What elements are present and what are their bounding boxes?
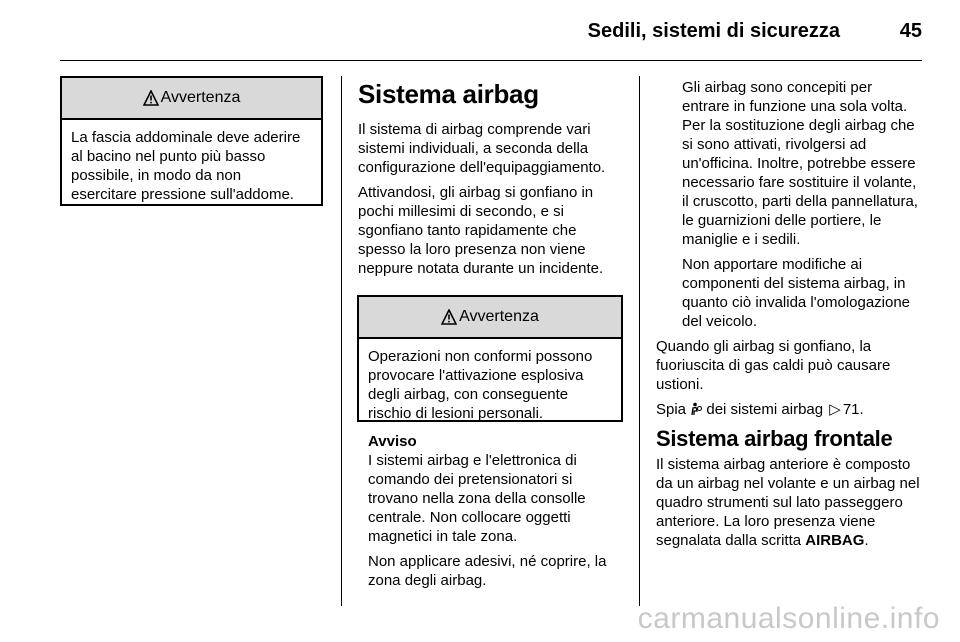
page-header [60,18,922,46]
paragraph-warning-light [656,400,922,419]
section-title: Sedili, sistemi di sicurezza [587,20,840,42]
paragraph-frontale [656,455,922,550]
heading-sistema-airbag: Sistema airbag [358,79,539,109]
spia-prefix: Spia [656,401,687,418]
notice-title: Avviso [368,433,417,450]
warning-text: La fascia addominale deve aderire al bacino nel punto più basso possibile, in modo da non esercitare pressione sull'addome. [71,129,301,203]
frontale-end: . [864,532,869,549]
reference-arrow-icon[interactable]: ▷ [829,401,841,418]
heading-frontale: Sistema airbag frontale [656,426,893,451]
paragraph-single-use: Gli airbag sono concepiti per entrare in funzione una sola volta. Per la sostituzione degli airbag che si sono attivati, rivolgersi ad un'officina. Inoltre, potrebbe essere necessario fare sostituire il volante, il cruscotto, parti della pannellatura, le guarnizioni delle portiere, le maniglie e i sedili. [682,79,918,248]
warning-title: Avvertenza [160,89,241,106]
paragraph-no-modifications: Non apportare modifiche ai componenti del sistema airbag, in quanto ciò invalida l'omologazione del veicolo. [682,256,911,330]
warning-box-seatbelt [60,76,323,206]
warning-triangle-icon [143,90,159,106]
watermark: carmanualsonline.info [637,602,940,635]
airbag-person-icon [690,402,702,416]
notice-block [368,432,626,596]
spia-page-link[interactable]: 71. [842,401,864,418]
warning-text: Operazioni non conformi possono provocare l'attivazione esplosiva degli airbag, con conseguente rischio di lesioni personali. [368,348,593,422]
paragraph-airbag-intro: Il sistema di airbag comprende vari sistemi individuali, a seconda della configurazione dell'equipaggiamento. [358,121,606,176]
spia-suffix: dei sistemi airbag [706,401,824,418]
warning-box-airbag [357,295,623,422]
frontale-text: Il sistema airbag anteriore è composto da un airbag nel volante e un airbag nel quadro strumenti sul lato passeggero anteriore. La loro presenza viene segnalata dalla scritta [656,456,920,549]
column-3 [656,78,922,556]
warning-title: Avvertenza [459,308,539,325]
column-divider-2 [639,76,640,606]
header-rule [60,60,922,61]
warning-triangle-icon [441,309,457,325]
airbag-label: AIRBAG [805,532,865,549]
page-number: 45 [899,20,922,42]
notice-text-2: Non applicare adesivi, né coprire, la zona degli airbag. [368,553,607,589]
paragraph-airbag-inflate: Attivandosi, gli airbag si gonfiano in pochi millesimi di secondo, e si sgonfiano tanto rapidamente che spesso la loro presenza non viene neppure notata durante un incidente. [358,184,604,277]
notice-text: I sistemi airbag e l'elettronica di comando dei pretensionatori si trovano nella zona della consolle centrale. Non collocare oggetti magnetici in tale zona. [368,452,586,545]
column-divider-1 [341,76,342,606]
warning-header [62,78,321,120]
paragraph-hot-gas: Quando gli airbag si gonfiano, la fuoriuscita di gas caldi può causare ustioni. [656,338,891,393]
warning-header [359,297,621,339]
column-2 [358,78,623,284]
